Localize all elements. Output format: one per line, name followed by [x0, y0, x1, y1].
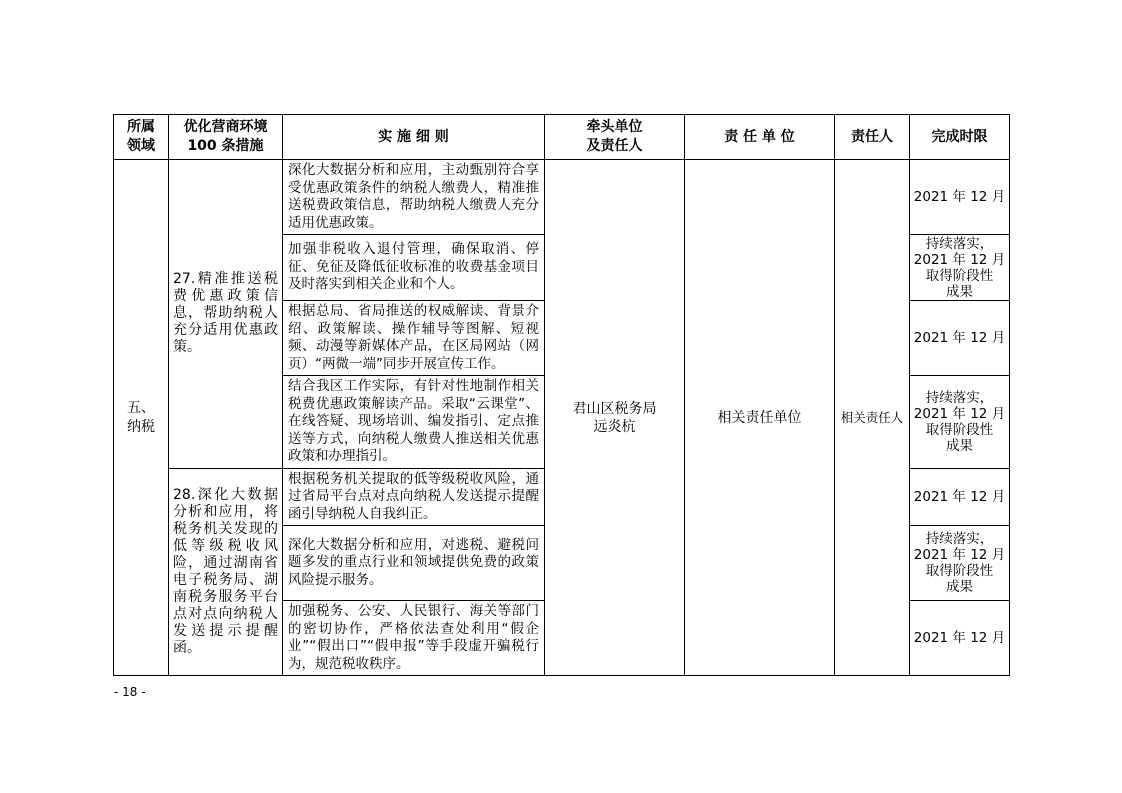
table-row: [114, 160, 1010, 235]
detail-cell: 结合我区工作实际，有针对性地制作相关税费优惠政策解读产品。采取“云课堂”、在线答疑、现场培训、编发指引、定点推送等方式，向纳税人缴费人推送相关优惠政策和办理指引。: [283, 376, 545, 469]
detail-cell: 深化大数据分析和应用，主动甄别符合享受优惠政策条件的纳税人缴费人，精准推送税费政策信息，帮助纳税人缴费人充分适用优惠政策。: [283, 160, 545, 235]
header-row: [114, 115, 1010, 160]
detail-cell: 根据税务机关提取的低等级税收风险，通过省局平台点对点向纳税人发送提示提醒函引导纳税人自我纠正。: [283, 468, 545, 526]
detail-cell: 根据总局、省局推送的权威解读、背景介绍、政策解读、操作辅导等图解、短视频、动漫等新媒体产品，在区局网站（网页）“两微一端”同步开展宣传工作。: [283, 301, 545, 376]
header-area: 所属 领域: [114, 115, 169, 160]
header-unit: 责 任 单 位: [685, 115, 835, 160]
header-measure: 优化营商环境 100 条措施: [169, 115, 283, 160]
deadline-cell: 持续落实， 2021 年 12 月 取得阶段性 成果: [910, 526, 1010, 601]
detail-cell: 深化大数据分析和应用，对逃税、避税问题多发的重点行业和领域提供免费的政策风险提示服务。: [283, 526, 545, 601]
tax-measures-table: [113, 114, 1010, 676]
deadline-cell: 2021 年 12 月: [910, 468, 1010, 526]
header-person: 责任人: [835, 115, 910, 160]
lead-unit-cell: 君山区税务局 远炎杭: [545, 160, 685, 676]
measure-cell: 28.深化大数据分析和应用，将税务机关发现的低等级税收风险，通过湖南省电子税务局、湖南税务服务平台点对点向纳税人发送提示提醒函。: [169, 468, 283, 676]
header-deadline: 完成时限: [910, 115, 1010, 160]
detail-cell: 加强税务、公安、人民银行、海关等部门的密切协作，严格依法查处利用“假企业”“假出口”“假申报”等手段虚开骗税行为，规范税收秩序。: [283, 601, 545, 676]
measure-cell: 27.精准推送税费优惠政策信息，帮助纳税人充分适用优惠政策。: [169, 160, 283, 469]
deadline-cell: 2021 年 12 月: [910, 160, 1010, 235]
responsible-unit-cell: 相关责任单位: [685, 160, 835, 676]
deadline-cell: 2021 年 12 月: [910, 601, 1010, 676]
area-cell: 五、 纳税: [114, 160, 169, 676]
deadline-cell: 2021 年 12 月: [910, 301, 1010, 376]
header-lead: 牵头单位 及责任人: [545, 115, 685, 160]
responsible-person-cell: 相关责任人: [835, 160, 910, 676]
header-detail: 实 施 细 则: [283, 115, 545, 160]
detail-cell: 加强非税收入退付管理，确保取消、停征、免征及降低征收标准的收费基金项目及时落实到相关企业和个人。: [283, 235, 545, 301]
deadline-cell: 持续落实， 2021 年 12 月 取得阶段性 成果: [910, 376, 1010, 469]
deadline-cell: 持续落实， 2021 年 12 月 取得阶段性 成果: [910, 235, 1010, 301]
page-number: - 18 -: [114, 685, 146, 699]
